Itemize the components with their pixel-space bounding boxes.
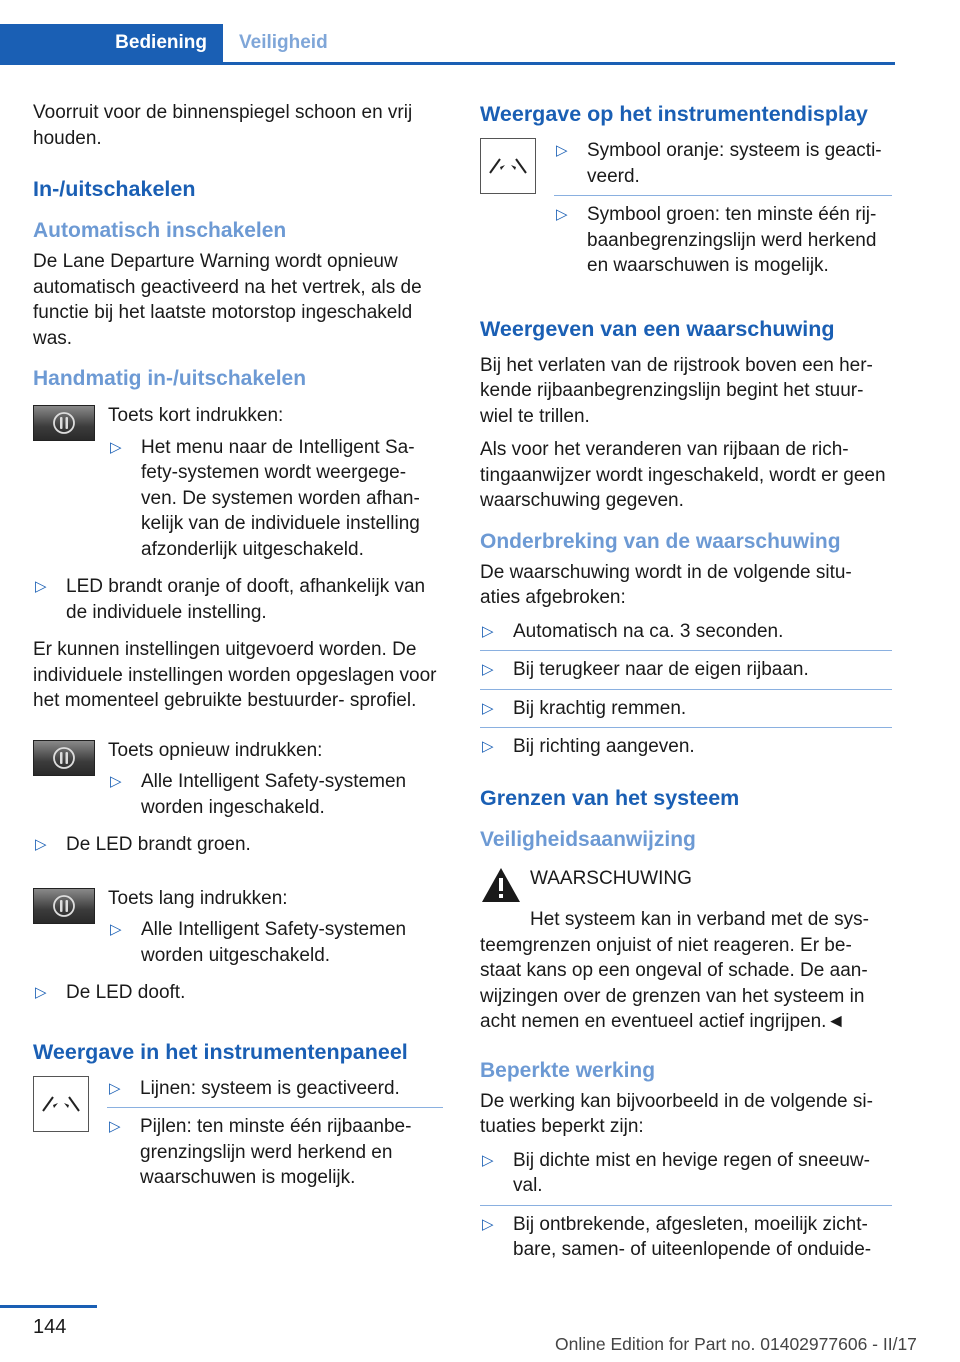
again-press-list [108,769,443,826]
short-after-list [33,574,443,631]
short-press-block [33,403,443,574]
again-press-block [33,738,443,833]
lane-lines-icon [480,138,536,194]
triangle-bullet-icon: ▷ [482,1215,494,1233]
safety-button-icon [33,740,95,776]
warning-text-1: Bij het verlaten van de rijstrook boven een her- kende rijbaanbegrenzingslijn begint het stuur- wiel te trillen. [480,354,873,427]
safety-button-icon [33,888,95,924]
footer-rule [0,1305,97,1308]
heading-veiligheidsaanwijzing: Veiligheidsaanwijzing [480,827,696,851]
heading-automatisch: Automatisch inschakelen [33,219,287,242]
heading-onderbreking: Onderbreking van de waarschuwing [480,529,841,553]
triangle-bullet-icon: ▷ [482,622,494,640]
triangle-bullet-icon: ▷ [482,661,494,678]
triangle-bullet-icon: ▷ [556,206,568,223]
triangle-bullet-icon: ▷ [109,1079,121,1097]
list-item: ▷ Symbool oranje: systeem is geacti- veerd. [554,138,892,196]
warning-block [480,866,892,912]
list-item: ▷ Bij ontbrekende, afgesleten, moeilijk zicht- bare, samen- of uiteenlopende of onduide- [482,1213,872,1260]
heading-beperkte-werking: Beperkte werking [480,1058,656,1082]
warning-text-2: Als voor het veranderen van rijbaan de rich- tingaanwijzer wordt ingeschakeld, wordt er geen waarschuwing gegeven. [480,439,886,511]
intro-text: Voorruit voor de binnenspiegel schoon en vrij houden. [33,102,413,149]
panel-block [33,1076,443,1203]
header-tabs [0,24,895,65]
settings-text: Er kunnen instellingen uitgevoerd worden. De individuele instellingen worden opgeslagen voor het momenteel gebruikte bestuurder- sprofiel. [33,639,437,711]
right-column [480,100,892,1275]
triangle-bullet-icon: ▷ [482,699,494,717]
auto-text: De Lane Departure Warning wordt opnieuw automatisch geactiveerd na het vertrek, als de functie bij het laatste motorstop ingeschakeld was. [33,251,422,349]
page-number: 144 [33,1316,67,1338]
list-item: ▷ Het menu naar de Intelligent Sa- fety-systemen wordt weergege- ven. De systemen worden afhan- kelijk van de individuele instelling afzonderlijk uitgeschakeld. [110,436,420,560]
list-item: ▷ Lijnen: systeem is geactiveerd. [107,1076,443,1109]
list-item: ▷ Bij terugkeer naar de eigen rijbaan. [480,657,892,690]
triangle-bullet-icon: ▷ [110,438,122,456]
tab-veiligheid[interactable]: Veiligheid [239,32,328,53]
list-item: ▷ De LED brandt groen. [33,832,443,864]
interrupt-list [480,619,892,766]
triangle-bullet-icon: ▷ [482,1151,494,1169]
long-press-label: Toets lang indrukken: [108,887,288,909]
display-block [480,138,892,291]
heading-grenzen: Grenzen van het systeem [480,785,740,810]
list-item: ▷ LED brandt oranje of dooft, afhankelijk van de individuele instelling. [35,576,426,623]
triangle-bullet-icon: ▷ [35,578,47,595]
list-item: ▷ Alle Intelligent Safety-systemen worden ingeschakeld. [110,771,407,818]
short-press-list [108,435,443,569]
long-press-list [108,917,443,974]
limited-list [480,1148,892,1269]
triangle-bullet-icon: ▷ [35,836,47,853]
warning-triangle-icon [480,866,522,912]
list-item: ▷ Alle Intelligent Safety-systemen worden uitgeschakeld. [110,919,407,966]
list-item: ▷ Bij richting aangeven. [480,734,892,766]
long-after-list [33,980,443,1012]
triangle-bullet-icon: ▷ [110,773,122,790]
list-item: ▷ Pijlen: ten minste één rijbaanbe- grenzingslijn werd herkend en waarschuwen is mogelijk. [109,1116,412,1188]
edition-text: Online Edition for Part no. 01402977606 - II/17 [555,1334,917,1354]
short-press-label: Toets kort indrukken: [108,405,284,426]
lane-lines-icon [33,1076,89,1132]
limited-text: De werking kan bijvoorbeeld in de volgende si- tuaties beperkt zijn: [480,1090,873,1137]
list-item: ▷ De LED dooft. [33,980,443,1012]
warning-title: WAARSCHUWING [530,867,692,889]
display-list [554,138,892,291]
triangle-bullet-icon: ▷ [110,921,122,938]
heading-handmatig: Handmatig in-/uitschakelen [33,367,307,390]
interrupt-text: De waarschuwing wordt in de volgende situ- aties afgebroken: [480,561,852,608]
list-item: ▷ Bij krachtig remmen. [480,696,892,729]
triangle-bullet-icon: ▷ [35,984,47,1001]
long-press-block [33,886,443,981]
heading-instrumentenpaneel: Weergave in het instrumentenpaneel [33,1039,408,1064]
again-press-label: Toets opnieuw indrukken: [108,739,323,761]
warning-body: Het systeem kan in verband met de sys- teemgrenzen onjuist of niet reageren. Er be- staat kans op een ongeval of schade. De aan- wijzingen over de grenzen van het systeem in acht nemen en eventueel actief ingrijpen.◄ [480,909,869,1032]
triangle-bullet-icon: ▷ [556,142,568,159]
panel-list [107,1076,443,1203]
heading-waarschuwing: Weergeven van een waarschuwing [480,316,835,341]
triangle-bullet-icon: ▷ [482,738,494,755]
tab-bediening[interactable]: Bediening [0,24,223,62]
again-after-list [33,832,443,864]
list-item: ▷ Bij dichte mist en hevige regen of sneeuw- val. [480,1148,892,1206]
list-item: ▷ Automatisch na ca. 3 seconden. [480,619,892,652]
left-column [33,100,443,1203]
heading-instrumentendisplay: Weergave op het instrumentendisplay [480,102,868,126]
list-item: ▷ Symbool groen: ten minste één rij- baanbegrenzingslijn werd herkend en waarschuwen is mogelijk. [556,204,877,276]
safety-button-icon [33,405,95,441]
heading-in-uitschakelen: In-/uitschakelen [33,177,196,201]
triangle-bullet-icon: ▷ [109,1118,121,1135]
